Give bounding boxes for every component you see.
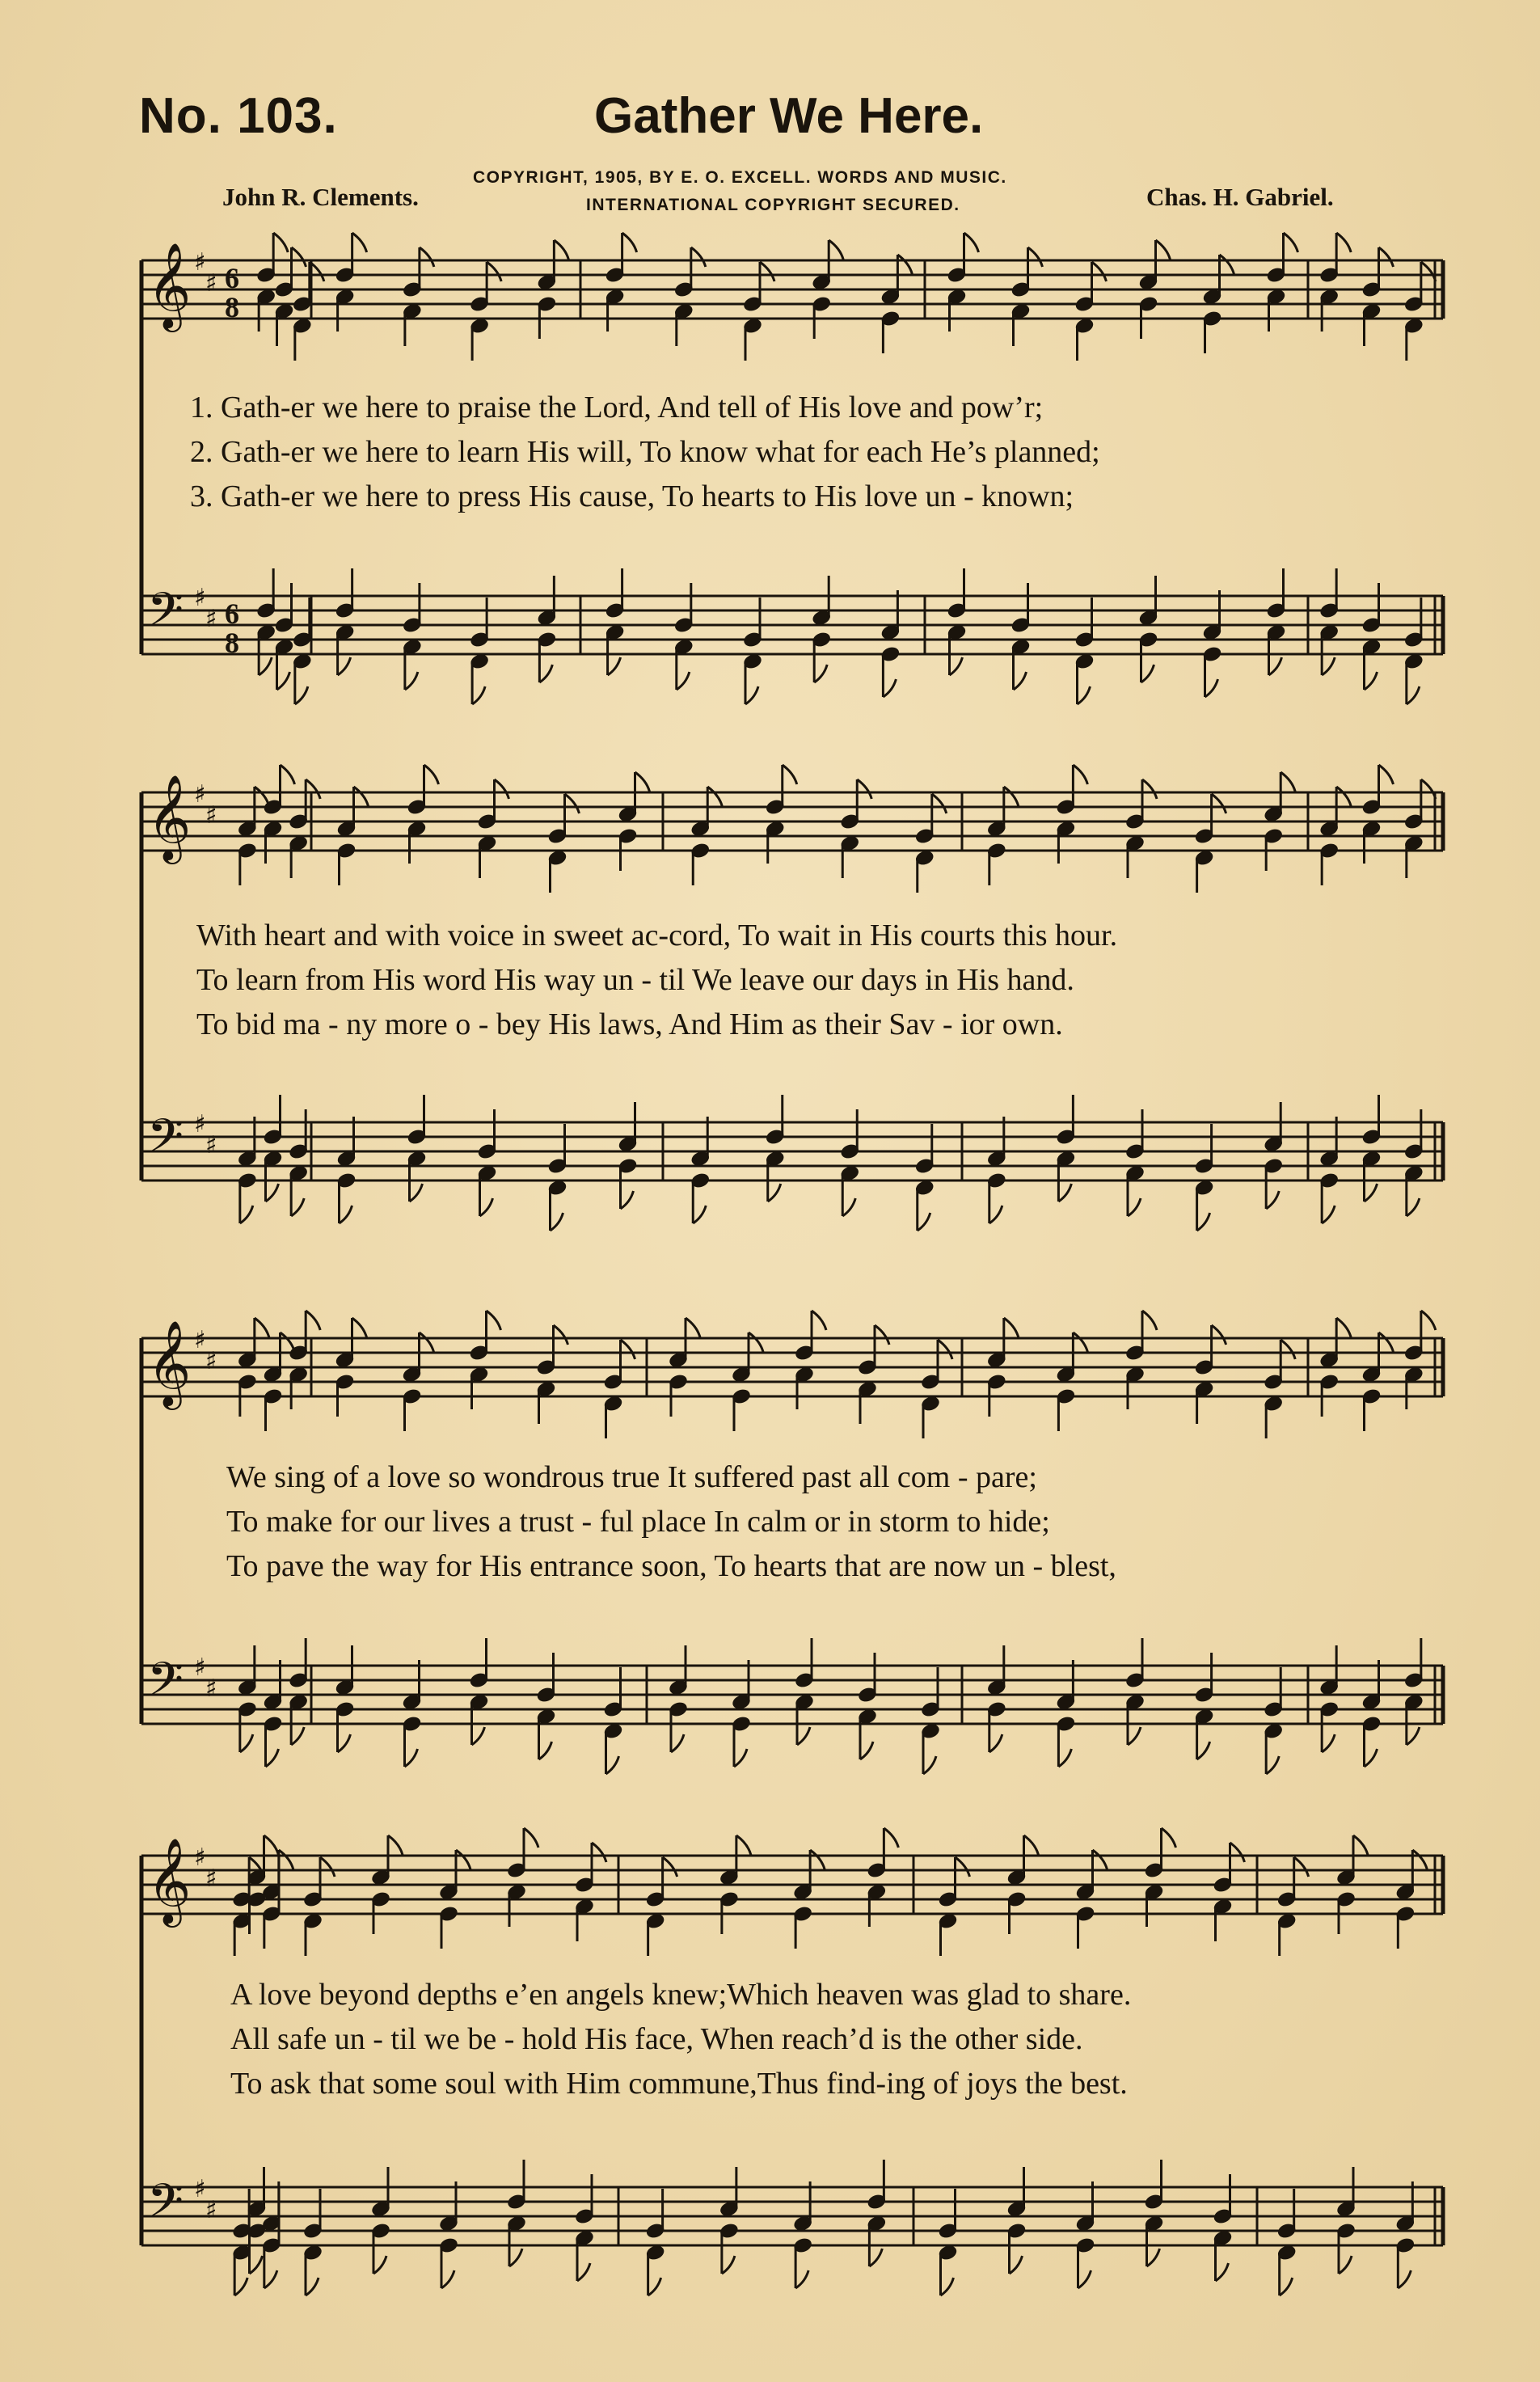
note-flag [1280, 2278, 1293, 2295]
note-flag [1421, 779, 1436, 799]
note-flag [577, 2263, 590, 2281]
note-flag [388, 1835, 403, 1855]
note-flag [1216, 2263, 1229, 2281]
note-flag [768, 1184, 781, 1202]
sharp-icon: ♯ [194, 780, 206, 809]
copyright-line-2: INTERNATIONAL COPYRIGHT SECURED. [586, 196, 960, 214]
note-flag [352, 233, 367, 252]
note-flag [1398, 2270, 1411, 2288]
sharp-icon: ♯ [194, 248, 206, 277]
note-flag [410, 1184, 423, 1202]
note-flag [1128, 1198, 1141, 1216]
copyright-line-1: COPYRIGHT, 1905, BY E. O. EXCELL. WORDS AND MUSIC. [473, 168, 1007, 187]
note-flag [352, 1318, 367, 1337]
hymn-number: No. 103. [139, 88, 338, 144]
note-flag [354, 787, 369, 806]
note-flag [1365, 1749, 1378, 1767]
note-flag [897, 255, 912, 274]
note-flag [1220, 255, 1234, 274]
note-flag [266, 1184, 279, 1202]
sharp-icon: ♯ [194, 1326, 206, 1354]
note-flag [736, 1835, 751, 1855]
note-flag [1230, 1843, 1245, 1862]
note-flag [420, 1332, 434, 1352]
note-flag [1092, 262, 1107, 281]
note-flag [524, 1828, 538, 1848]
note-flag [622, 233, 637, 252]
note-flag [295, 686, 308, 704]
note-flag [551, 1213, 563, 1231]
note-flag [1162, 1828, 1176, 1848]
sharp-icon: ♯ [205, 605, 217, 633]
note-flag [686, 1318, 700, 1337]
note-flag [1365, 672, 1378, 690]
note-flag [941, 2278, 954, 2295]
note-flag [1322, 1206, 1335, 1223]
note-flag [291, 1727, 304, 1745]
note-flag [291, 1198, 304, 1216]
sharp-icon: ♯ [205, 2196, 217, 2224]
note-flag [663, 1857, 677, 1877]
note-flag [1379, 765, 1394, 784]
note-flag [565, 794, 580, 813]
note-flag [989, 1734, 1002, 1752]
note-flag [608, 657, 621, 675]
lyric-line: To pave the way for His entrance soon, To hearts that are now un - blest, [226, 1549, 1116, 1583]
note-flag [373, 2256, 386, 2274]
note-flag [273, 233, 288, 252]
note-flag [1073, 1332, 1087, 1352]
bass-clef-icon: 𝄢 [147, 1652, 184, 1718]
note-flag [671, 1734, 684, 1752]
note-flag [1281, 1340, 1295, 1359]
note-flag [306, 2278, 319, 2295]
note-flag [1322, 657, 1335, 675]
note-flag [956, 1857, 970, 1877]
lyric-line: 3. Gath-er we here to press His cause, To hearts to His love un - known; [190, 479, 1074, 513]
note-flag [281, 765, 295, 784]
note-flag [734, 1749, 747, 1767]
note-flag [964, 233, 979, 252]
note-flag [306, 779, 320, 799]
note-flag [472, 686, 485, 704]
lyric-line: To learn from His word His way un - til We leave our days in His hand. [196, 963, 1074, 997]
lyric-line: 1. Gath-er we here to praise the Lord, And tell of His love and pow’r; [190, 391, 1044, 424]
note-flag [472, 1727, 485, 1745]
sharp-icon: ♯ [194, 1110, 206, 1138]
note-flag [1284, 233, 1298, 252]
note-flag [1294, 1857, 1309, 1877]
bass-clef-icon: 𝄢 [147, 2173, 184, 2240]
sharp-icon: ♯ [205, 269, 217, 298]
note-flag [255, 1318, 269, 1337]
note-flag [592, 1843, 606, 1862]
note-flag [1142, 779, 1157, 799]
note-flag [1339, 2256, 1352, 2274]
lyricist: John R. Clements. [222, 183, 419, 211]
sharp-icon: ♯ [205, 1865, 217, 1893]
lyric-line: To make for our lives a trust - ful place In calm or in storm to hide; [226, 1505, 1050, 1539]
note-flag [1379, 1332, 1394, 1352]
treble-clef-icon: 𝄞 [147, 242, 192, 328]
sharp-icon: ♯ [205, 801, 217, 830]
note-flag [259, 657, 272, 675]
note-flag [1365, 1184, 1378, 1202]
composer: Chas. H. Gabriel. [1146, 183, 1334, 211]
note-flag [320, 1857, 335, 1877]
time-signature-top: 6 [225, 598, 239, 630]
note-flag [338, 1734, 351, 1752]
lyric-line: All safe un - til we be - hold His face, When reach’d is the other side. [230, 2022, 1083, 2056]
treble-clef-icon: 𝄞 [147, 1837, 192, 1924]
note-flag [480, 1198, 493, 1216]
note-flag [279, 1850, 293, 1869]
note-flag [240, 1206, 253, 1223]
hymn-title: Gather We Here. [594, 88, 984, 144]
lyric-line: A love beyond depths e’en angels knew;Which heaven was glad to share. [230, 1978, 1132, 2012]
lyrics-system-3 [226, 1455, 1116, 1589]
note-flag [842, 1198, 855, 1216]
note-flag [923, 1756, 936, 1774]
sharp-icon: ♯ [194, 1653, 206, 1682]
note-flag [554, 240, 568, 260]
note-flag [1024, 1835, 1039, 1855]
note-flag [1058, 1749, 1071, 1767]
time-signature-bottom: 8 [225, 627, 239, 659]
note-flag [338, 657, 351, 675]
note-flag [1058, 1184, 1071, 1202]
sharp-icon: ♯ [194, 584, 206, 612]
note-flag [277, 672, 290, 690]
note-flag [1197, 1742, 1210, 1759]
note-flag [306, 1311, 320, 1330]
note-flag [1004, 1318, 1019, 1337]
lyrics-system-4 [230, 1973, 1131, 2106]
note-flag [1205, 679, 1218, 697]
note-flag [875, 1325, 889, 1345]
note-flag [1141, 665, 1154, 682]
note-flag [883, 679, 896, 697]
note-flag [621, 1340, 635, 1359]
note-flag [539, 665, 552, 682]
bass-clef-icon: 𝄢 [147, 582, 184, 648]
note-flag [1128, 1727, 1141, 1745]
note-flag [1407, 1727, 1420, 1745]
note-flag [1004, 787, 1019, 806]
note-flag [857, 779, 871, 799]
lyrics-system-1 [190, 386, 1100, 519]
sharp-icon: ♯ [205, 1131, 217, 1159]
note-flag [1353, 1835, 1368, 1855]
note-flag [1010, 2256, 1023, 2274]
note-flag [495, 779, 509, 799]
note-flag [1407, 1198, 1420, 1216]
note-flag [405, 672, 418, 690]
note-flag [420, 247, 434, 267]
note-flag [783, 765, 797, 784]
note-flag [1212, 794, 1226, 813]
note-flag [635, 772, 650, 792]
lyric-line: We sing of a love so wondrous true It suffered past all com - pare; [226, 1460, 1037, 1494]
note-flag [814, 665, 827, 682]
note-flag [340, 1206, 352, 1223]
note-flag [691, 247, 706, 267]
lyric-line: To bid ma - ny more o - bey His laws, And Him as their Sav - ior own. [196, 1007, 1063, 1041]
note-flag [884, 1828, 898, 1848]
note-flag [487, 1311, 501, 1330]
time-signature-top: 6 [225, 262, 239, 294]
note-flag [456, 1850, 470, 1869]
note-flag [1322, 1734, 1335, 1752]
treble-clef-icon: 𝄞 [147, 1320, 192, 1406]
note-flag [292, 247, 306, 267]
note-flag [797, 1727, 810, 1745]
note-flag [860, 1742, 873, 1759]
note-flag [441, 2270, 454, 2288]
note-flag [1281, 772, 1295, 792]
note-flag [1212, 1325, 1226, 1345]
note-flag [621, 1191, 634, 1209]
note-flag [760, 262, 774, 281]
note-flag [1028, 247, 1043, 267]
note-flag [795, 2270, 808, 2288]
sharp-icon: ♯ [205, 1675, 217, 1703]
note-flag [539, 1742, 552, 1759]
note-flag [1078, 686, 1091, 704]
note-flag [932, 794, 947, 813]
treble-clef-icon: 𝄞 [147, 774, 192, 860]
sharp-icon: ♯ [194, 1844, 206, 1872]
note-flag [1197, 1213, 1210, 1231]
note-flag [745, 686, 758, 704]
note-flag [554, 1325, 568, 1345]
note-flag [1014, 672, 1027, 690]
note-flag [1412, 1850, 1427, 1869]
note-flag [648, 2278, 661, 2295]
note-flag [250, 2256, 263, 2274]
note-flag [1093, 1850, 1108, 1869]
note-flag [1336, 787, 1351, 806]
note-flag [240, 1734, 253, 1752]
lyric-line: 2. Gath-er we here to learn His will, To know what for each He’s planned; [190, 435, 1100, 469]
lyric-line: With heart and with voice in sweet ac-cord, To wait in His courts this hour. [196, 919, 1118, 952]
note-flag [938, 1340, 952, 1359]
note-flag [487, 262, 501, 281]
note-flag [707, 787, 722, 806]
note-flag [266, 1749, 279, 1767]
note-flag [606, 1756, 619, 1774]
note-flag [1421, 262, 1436, 281]
note-flag [829, 240, 843, 260]
note-flag [722, 2256, 735, 2274]
sharp-icon: ♯ [194, 2175, 206, 2203]
note-flag [264, 1835, 279, 1855]
note-flag [1336, 233, 1351, 252]
note-flag [264, 2270, 277, 2288]
sharp-icon: ♯ [205, 1347, 217, 1375]
bass-clef-icon: 𝄢 [147, 1109, 184, 1175]
note-flag [812, 1311, 826, 1330]
note-flag [1142, 1311, 1157, 1330]
note-flag [810, 1850, 825, 1869]
note-flag [918, 1213, 930, 1231]
note-flag [1266, 1756, 1279, 1774]
lyrics-system-2 [196, 914, 1117, 1047]
note-flag [424, 765, 439, 784]
note-flag [1407, 686, 1420, 704]
note-flag [749, 1332, 763, 1352]
note-flag [1269, 657, 1282, 675]
note-flag [950, 657, 963, 675]
note-flag [509, 2249, 522, 2266]
note-flag [693, 1206, 706, 1223]
note-flag [1336, 1318, 1351, 1337]
note-flag [1379, 247, 1394, 267]
note-flag [1073, 765, 1087, 784]
note-flag [405, 1749, 418, 1767]
note-flag [1266, 1191, 1279, 1209]
note-flag [1147, 2249, 1160, 2266]
note-flag [234, 2278, 247, 2295]
note-flag [1156, 240, 1171, 260]
note-flag [869, 2249, 882, 2266]
note-flag [1421, 1311, 1436, 1330]
note-flag [1078, 2270, 1091, 2288]
lyric-line: To ask that some soul with Him commune,Thus find-ing of joys the best. [230, 2067, 1128, 2101]
note-flag [989, 1206, 1002, 1223]
note-flag [677, 672, 690, 690]
time-signature-bottom: 8 [225, 291, 239, 323]
